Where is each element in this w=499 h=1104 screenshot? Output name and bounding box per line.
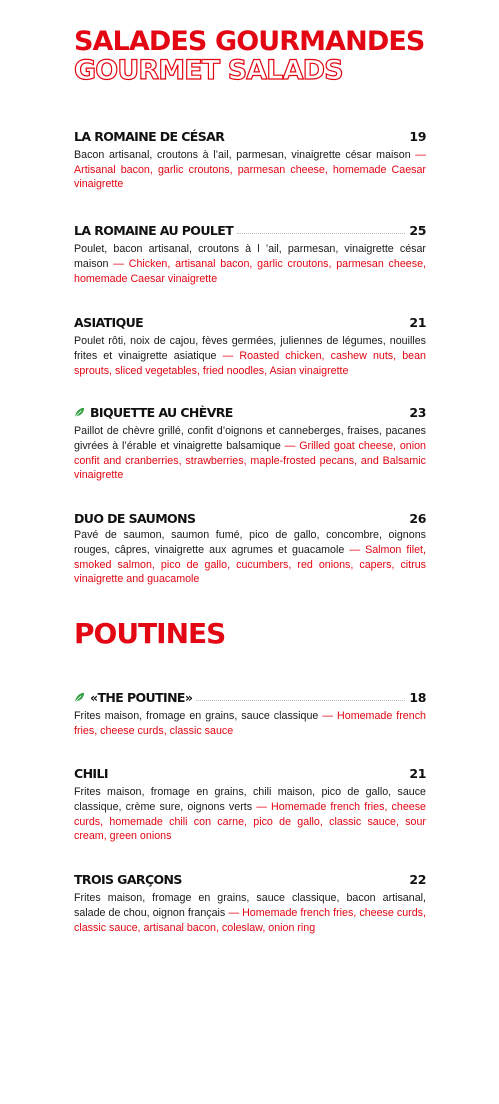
menu-item-romaine-cesar bbox=[74, 126, 426, 192]
item-name: LA ROMAINE DE CÉSAR bbox=[74, 129, 225, 144]
description-en: — Homemade french fries, cheese curds, classic sauce, artisanal bacon, coleslaw, onion ring bbox=[74, 906, 426, 934]
salads-title-fr: SALADES GOURMANDES bbox=[74, 26, 425, 57]
menu-item-biquette-chevre bbox=[74, 402, 426, 483]
description-en: — Homemade french fries, cheese curds, homemade chili con carne, pico de gallo, classic sauce, sour cream, green onions bbox=[74, 801, 427, 843]
item-name-wrap bbox=[74, 405, 233, 420]
dot-leader bbox=[237, 232, 405, 234]
item-description bbox=[74, 334, 426, 378]
description-fr: Poulet rôti, noix de cajou, fèves germées, juliennes de légumes, nouilles frites et vinaigrette asiatique bbox=[74, 335, 426, 362]
item-name: TROIS GARÇONS bbox=[74, 872, 182, 888]
description-fr: Frites maison, fromage en grains, sauce classique bbox=[74, 709, 319, 722]
dot-leader bbox=[196, 699, 405, 701]
description-en: — Grilled goat cheese, onion confit and cranberries, strawberries, maple-frosted pecans, and Balsamic vinaigrette bbox=[74, 440, 426, 482]
menu-item-chili bbox=[74, 763, 426, 844]
item-description bbox=[74, 891, 426, 935]
description-fr: Poulet, bacon artisanal, croutons à l ’ail, parmesan, vinaigrette césar maison bbox=[74, 243, 426, 270]
item-name: «THE POUTINE» bbox=[90, 689, 193, 705]
vegetarian-leaf-icon bbox=[74, 407, 85, 418]
item-name-wrap bbox=[74, 690, 192, 705]
menu-item-duo-saumons bbox=[74, 508, 426, 587]
description-en: — Homemade french fries, cheese curds, classic sauce bbox=[74, 709, 426, 737]
item-description bbox=[74, 242, 426, 286]
item-price: 18 bbox=[409, 689, 426, 705]
dot-leader bbox=[186, 882, 406, 883]
menu-page bbox=[74, 26, 426, 935]
menu-item-asiatique bbox=[74, 312, 426, 378]
item-name: DUO DE SAUMONS bbox=[74, 511, 196, 527]
description-en: — Artisanal bacon, garlic croutons, parmesan cheese, homemade Caesar vinaigrette bbox=[74, 149, 426, 191]
dot-leader bbox=[228, 139, 405, 140]
item-name: CHILI bbox=[74, 766, 108, 782]
description-en: — Chicken, artisanal bacon, garlic croutons, parmesan cheese, homemade Caesar vinaigrette bbox=[74, 257, 426, 285]
description-fr: Pavé de saumon, saumon fumé, pico de gallo, concombre, oignons rouges, câpres, vinaigrette aux agrumes et guacamole bbox=[74, 529, 426, 556]
dot-leader bbox=[112, 776, 405, 777]
description-en: — Roasted chicken, cashew nuts, bean sprouts, sliced vegetables, fried noodles, Asian vinaigrette bbox=[74, 349, 426, 377]
item-price: 21 bbox=[409, 315, 426, 331]
item-price: 21 bbox=[409, 766, 426, 782]
description-fr: Frites maison, fromage en grains, chili maison, pico de gallo, sauce classique, crème sure, oignons verts bbox=[74, 786, 426, 814]
item-description bbox=[74, 148, 426, 192]
item-description bbox=[74, 528, 426, 587]
item-price: 26 bbox=[409, 511, 426, 527]
item-price: 22 bbox=[409, 872, 426, 888]
description-fr: Bacon artisanal, croutons à l’ail, parmesan, vinaigrette césar maison bbox=[74, 149, 411, 161]
item-price: 23 bbox=[409, 405, 426, 421]
menu-item-romaine-poulet bbox=[74, 220, 426, 286]
dot-leader bbox=[237, 415, 406, 416]
description-fr: Frites maison, fromage en grains, sauce classique, bacon artisanal, salade de chou, oignon français bbox=[74, 892, 426, 919]
item-name: BIQUETTE AU CHÈVRE bbox=[90, 405, 233, 421]
item-description bbox=[74, 709, 426, 738]
dot-leader bbox=[147, 325, 405, 326]
item-price: 25 bbox=[409, 223, 426, 239]
menu-item-the-poutine bbox=[74, 687, 426, 738]
item-description bbox=[74, 424, 426, 483]
item-name: LA ROMAINE AU POULET bbox=[74, 223, 234, 239]
vegetarian-leaf-icon bbox=[74, 692, 85, 703]
dot-leader bbox=[199, 521, 405, 522]
menu-item-trois-garcons bbox=[74, 869, 426, 935]
description-fr: Paillot de chèvre grillé, confit d’oignons et canneberges, fraises, pacanes givrées à l’érable et vinaigrette balsamique bbox=[74, 425, 426, 453]
description-en: — Salmon filet, smoked salmon, pico de gallo, cucumbers, red onions, capers, citrus vinaigrette and guacamole bbox=[74, 543, 426, 586]
item-price: 19 bbox=[409, 129, 426, 144]
poutines-title: POUTINES bbox=[74, 616, 226, 650]
item-description bbox=[74, 785, 426, 844]
salads-title-en: GOURMET SALADS bbox=[74, 55, 343, 86]
item-name: ASIATIQUE bbox=[74, 315, 144, 331]
